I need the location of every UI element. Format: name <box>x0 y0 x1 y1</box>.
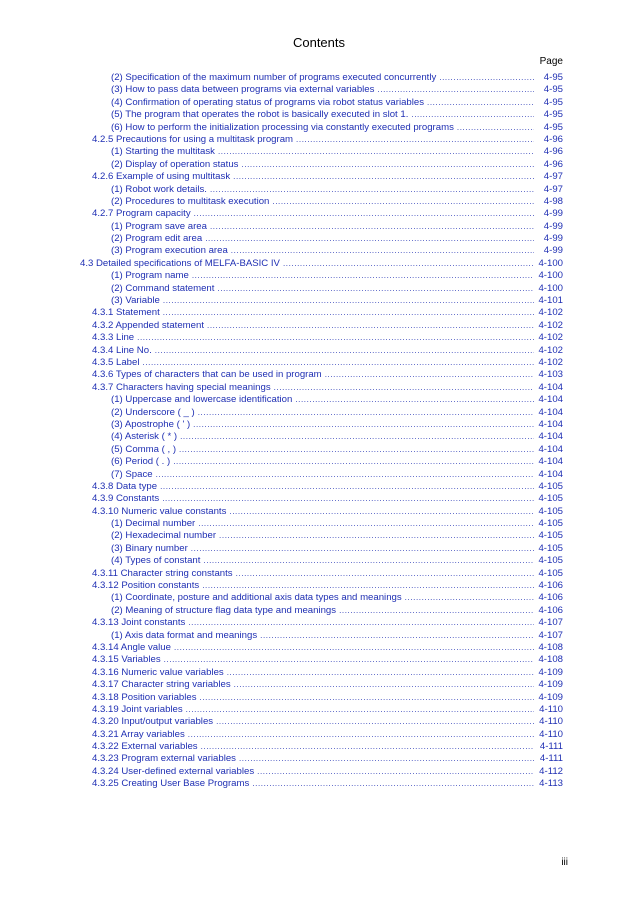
toc-entry[interactable] <box>80 357 563 369</box>
toc-entry[interactable] <box>80 481 563 493</box>
toc-entry-title: (1) Program save area <box>111 220 207 232</box>
toc-entry[interactable] <box>80 778 563 790</box>
toc-entry-page: 4-102 <box>538 319 563 331</box>
page-title: Contents <box>292 35 346 50</box>
toc-entry-title: (2) Display of operation status <box>111 158 239 170</box>
toc-leader-dots <box>405 592 534 604</box>
toc-entry-title: 4.3.9 Constants <box>92 493 160 505</box>
toc-entry-page: 4-106 <box>538 604 563 616</box>
toc-entry-page: 4-99 <box>543 220 563 232</box>
toc-leader-dots <box>231 245 534 257</box>
toc-entry-page: 4-99 <box>543 233 563 245</box>
toc-entry[interactable] <box>80 208 563 220</box>
toc-entry[interactable] <box>80 518 563 530</box>
toc-entry-title: 4.3.18 Position variables <box>92 691 197 703</box>
page-column-label: Page <box>539 56 563 67</box>
toc-entry-title: (1) Program name <box>111 270 189 282</box>
toc-entry-page: 4-95 <box>543 121 563 133</box>
toc-entry-page: 4-105 <box>538 555 563 567</box>
toc-entry[interactable] <box>80 592 563 604</box>
toc-entry-page: 4-112 <box>539 765 563 777</box>
toc-leader-dots <box>174 642 534 654</box>
toc-entry-page: 4-104 <box>538 431 563 443</box>
toc-leader-dots <box>205 233 534 245</box>
toc-leader-dots <box>180 431 534 443</box>
toc-entry-page: 4-103 <box>538 369 563 381</box>
toc-entry-title: 4.3.6 Types of characters that can be used in program <box>92 369 322 381</box>
toc-entry[interactable] <box>80 741 563 753</box>
toc-entry-title: (4) Confirmation of operating status of programs via robot status variables <box>111 96 425 108</box>
toc-leader-dots <box>201 741 534 753</box>
toc-leader-dots <box>163 295 534 307</box>
toc-entry-title: (7) Space <box>111 468 153 480</box>
toc-leader-dots <box>227 667 534 679</box>
toc-leader-dots <box>239 753 534 765</box>
toc-entry[interactable] <box>80 97 563 109</box>
toc-leader-dots <box>272 196 534 208</box>
toc-leader-dots <box>194 208 534 220</box>
toc-entry-title: 4.3.2 Appended statement <box>92 319 205 331</box>
toc-entry-title: 4.3.17 Character string variables <box>92 679 231 691</box>
toc-entry-page: 4-105 <box>538 518 563 530</box>
toc-leader-dots <box>193 419 534 431</box>
toc-entry[interactable] <box>80 543 563 555</box>
toc-entry[interactable] <box>80 258 563 270</box>
toc-entry-page: 4-101 <box>538 295 563 307</box>
toc-entry[interactable] <box>80 382 563 394</box>
toc-entry-title: (1) Axis data format and meanings <box>111 629 258 641</box>
toc-entry-title: 4.3.3 Line <box>92 332 135 344</box>
toc-entry-title: 4.3.16 Numeric value variables <box>92 666 224 678</box>
toc-entry[interactable] <box>80 766 563 778</box>
toc-entry-page: 4-109 <box>538 666 563 678</box>
toc-entry-page: 4-109 <box>538 679 563 691</box>
toc-entry-title: (3) Apostrophe ( ' ) <box>111 418 191 430</box>
toc-leader-dots <box>160 481 534 493</box>
toc-entry-title: (1) Starting the multitask <box>111 146 215 158</box>
toc-entry-title: (1) Decimal number <box>111 518 196 530</box>
toc-entry-title: (6) How to perform the initialization processing via constantly executed programs <box>111 121 454 133</box>
toc-entry-page: 4-99 <box>543 245 563 257</box>
toc-entry-title: (3) Binary number <box>111 542 188 554</box>
toc-entry-page: 4-110 <box>539 703 563 715</box>
toc-leader-dots <box>325 369 534 381</box>
toc-leader-dots <box>210 184 534 196</box>
toc-leader-dots <box>274 382 534 394</box>
toc-entry[interactable] <box>80 692 563 704</box>
toc-entry-title: (5) The program that operates the robot is basically executed in slot 1. <box>111 109 409 121</box>
toc-entry-page: 4-96 <box>543 146 563 158</box>
toc-entry[interactable] <box>80 753 563 765</box>
toc-entry-title: (3) How to pass data between programs via external variables <box>111 84 375 96</box>
toc-entry-title: (4) Asterisk ( * ) <box>111 431 178 443</box>
toc-entry[interactable] <box>80 617 563 629</box>
toc-leader-dots <box>200 692 534 704</box>
toc-leader-dots <box>411 109 534 121</box>
toc-entry-page: 4-104 <box>538 468 563 480</box>
toc-entry[interactable] <box>80 307 563 319</box>
toc-leader-dots <box>283 258 534 270</box>
toc-entry[interactable] <box>80 159 563 171</box>
toc-leader-dots <box>236 568 534 580</box>
toc-entry[interactable] <box>80 469 563 481</box>
toc-leader-dots <box>377 84 534 96</box>
toc-entry-title: (2) Program edit area <box>111 233 203 245</box>
toc-entry-page: 4-106 <box>538 580 563 592</box>
toc-entry[interactable] <box>80 704 563 716</box>
toc-entry-page: 4-96 <box>543 158 563 170</box>
toc-leader-dots <box>198 518 534 530</box>
toc-entry-title: 4.2.5 Precautions for using a multitask program <box>92 133 294 145</box>
toc-entry-title: 4.3 Detailed specifications of MELFA-BASIC IV <box>80 257 280 269</box>
toc-leader-dots <box>219 530 534 542</box>
toc-entry-page: 4-105 <box>538 530 563 542</box>
toc-entry-page: 4-102 <box>538 344 563 356</box>
toc-entry-title: 4.3.20 Input/output variables <box>92 716 214 728</box>
toc-entry[interactable] <box>80 369 563 381</box>
toc-entry-title: (2) Hexadecimal number <box>111 530 217 542</box>
toc-entry[interactable] <box>80 283 563 295</box>
toc-leader-dots <box>164 654 534 666</box>
toc-leader-dots <box>234 679 534 691</box>
toc-leader-dots <box>257 766 534 778</box>
toc-leader-dots <box>210 221 534 233</box>
toc-entry-page: 4-95 <box>543 72 563 83</box>
toc-entry-title: (6) Period ( . ) <box>111 456 171 468</box>
toc-leader-dots <box>427 97 534 109</box>
toc-entry-page: 4-104 <box>538 418 563 430</box>
toc-leader-dots <box>260 630 534 642</box>
toc-entry[interactable] <box>80 295 563 307</box>
toc-entry[interactable] <box>80 171 563 183</box>
toc-leader-dots <box>188 617 534 629</box>
toc-entry-page: 4-104 <box>538 443 563 455</box>
toc-entry-title: (3) Variable <box>111 295 160 307</box>
toc-entry[interactable] <box>80 654 563 666</box>
toc-entry-title: 4.3.10 Numeric value constants <box>92 505 227 517</box>
toc-entry-title: 4.3.12 Position constants <box>92 580 200 592</box>
toc-entry-page: 4-110 <box>539 716 563 728</box>
toc-leader-dots <box>241 159 534 171</box>
toc-entry-title: 4.3.25 Creating User Base Programs <box>92 778 250 790</box>
toc-leader-dots <box>179 444 534 456</box>
toc-entry-title: (3) Program execution area <box>111 245 228 257</box>
toc-entry[interactable] <box>80 233 563 245</box>
toc-entry[interactable] <box>80 667 563 679</box>
toc-entry[interactable] <box>80 221 563 233</box>
toc-entry-page: 4-111 <box>539 753 563 765</box>
toc-leader-dots <box>203 555 534 567</box>
toc-entry-title: 4.3.1 Statement <box>92 307 160 319</box>
toc-entry-title: (5) Comma ( , ) <box>111 443 177 455</box>
toc-entry[interactable] <box>80 134 563 146</box>
toc-entry-title: (2) Procedures to multitask execution <box>111 195 270 207</box>
toc-entry-title: 4.2.6 Example of using multitask <box>92 171 231 183</box>
toc-entry[interactable] <box>80 109 563 121</box>
toc-leader-dots <box>457 122 534 134</box>
toc-entry[interactable] <box>80 630 563 642</box>
toc-entry[interactable] <box>80 444 563 456</box>
toc-leader-dots <box>296 134 534 146</box>
toc-entry-page: 4-106 <box>538 592 563 604</box>
toc-entry-title: (4) Types of constant <box>111 555 201 567</box>
toc-entry[interactable] <box>80 568 563 580</box>
toc-entry-page: 4-104 <box>538 406 563 418</box>
table-of-contents <box>80 72 563 791</box>
toc-entry[interactable] <box>80 332 563 344</box>
toc-entry-title: (2) Underscore ( _ ) <box>111 406 195 418</box>
toc-entry[interactable] <box>80 72 563 84</box>
toc-leader-dots <box>186 704 534 716</box>
toc-entry[interactable] <box>80 605 563 617</box>
toc-entry-title: 4.3.23 Program external variables <box>92 753 236 765</box>
toc-entry-title: 4.3.19 Joint variables <box>92 703 183 715</box>
toc-leader-dots <box>198 407 534 419</box>
toc-entry-title: 4.3.11 Character string constants <box>92 567 233 579</box>
toc-leader-dots <box>339 605 534 617</box>
toc-entry-page: 4-108 <box>538 641 563 653</box>
toc-entry-title: 4.3.4 Line No. <box>92 344 152 356</box>
toc-entry-page: 4-105 <box>538 567 563 579</box>
toc-entry-page: 4-97 <box>543 171 563 183</box>
toc-entry-page: 4-98 <box>543 195 563 207</box>
toc-entry-title: 4.3.15 Variables <box>92 654 161 666</box>
toc-entry[interactable] <box>80 407 563 419</box>
toc-entry-page: 4-102 <box>538 307 563 319</box>
toc-leader-dots <box>295 394 534 406</box>
toc-entry-page: 4-111 <box>539 741 563 753</box>
toc-leader-dots <box>252 778 534 790</box>
toc-entry[interactable] <box>80 555 563 567</box>
toc-leader-dots <box>229 506 534 518</box>
toc-entry-page: 4-102 <box>538 356 563 368</box>
toc-entry-title: 4.3.5 Label <box>92 356 140 368</box>
toc-entry-title: 4.3.8 Data type <box>92 480 158 492</box>
toc-entry-title: 4.3.24 User-defined external variables <box>92 765 255 777</box>
toc-entry[interactable] <box>80 270 563 282</box>
footer-page-number: iii <box>561 857 568 868</box>
toc-leader-dots <box>137 332 534 344</box>
toc-leader-dots <box>163 307 534 319</box>
toc-entry-page: 4-100 <box>538 270 563 282</box>
toc-entry-page: 4-102 <box>538 332 563 344</box>
toc-entry[interactable] <box>80 530 563 542</box>
toc-entry-page: 4-105 <box>538 505 563 517</box>
toc-entry[interactable] <box>80 84 563 96</box>
toc-entry[interactable] <box>80 679 563 691</box>
toc-entry[interactable] <box>80 122 563 134</box>
toc-entry-title: (1) Robot work details. <box>111 183 207 195</box>
toc-entry-title: 4.3.21 Array variables <box>92 728 185 740</box>
toc-entry[interactable] <box>80 345 563 357</box>
toc-entry-title: 4.2.7 Program capacity <box>92 208 191 220</box>
toc-entry[interactable] <box>80 456 563 468</box>
toc-leader-dots <box>191 543 534 555</box>
toc-entry-page: 4-99 <box>543 208 563 220</box>
toc-entry[interactable] <box>80 580 563 592</box>
toc-entry-page: 4-104 <box>538 394 563 406</box>
toc-entry[interactable] <box>80 506 563 518</box>
toc-entry-title: 4.3.13 Joint constants <box>92 617 186 629</box>
toc-entry[interactable] <box>80 419 563 431</box>
toc-entry-title: (1) Uppercase and lowercase identification <box>111 394 293 406</box>
toc-entry-page: 4-96 <box>543 133 563 145</box>
toc-entry-title: (2) Meaning of structure flag data type and meanings <box>111 604 337 616</box>
toc-leader-dots <box>173 456 534 468</box>
toc-entry[interactable] <box>80 729 563 741</box>
toc-leader-dots <box>162 493 534 505</box>
toc-entry-title: 4.3.14 Angle value <box>92 641 171 653</box>
toc-entry-page: 4-95 <box>543 84 563 96</box>
toc-entry-page: 4-100 <box>538 257 563 269</box>
toc-entry[interactable] <box>80 394 563 406</box>
toc-leader-dots <box>142 357 534 369</box>
toc-entry-page: 4-113 <box>539 778 563 790</box>
toc-entry-title: 4.3.22 External variables <box>92 741 198 753</box>
toc-entry[interactable] <box>80 716 563 728</box>
toc-entry[interactable] <box>80 431 563 443</box>
toc-entry-page: 4-105 <box>538 480 563 492</box>
toc-entry[interactable] <box>80 320 563 332</box>
toc-entry-page: 4-105 <box>538 493 563 505</box>
toc-entry[interactable] <box>80 245 563 257</box>
toc-leader-dots <box>216 716 534 728</box>
toc-leader-dots <box>192 270 534 282</box>
toc-entry-title: (1) Coordinate, posture and additional axis data types and meanings <box>111 592 402 604</box>
toc-entry[interactable] <box>80 196 563 208</box>
toc-entry-page: 4-107 <box>538 629 563 641</box>
toc-leader-dots <box>156 469 534 481</box>
toc-leader-dots <box>188 729 534 741</box>
toc-entry-page: 4-95 <box>543 109 563 121</box>
toc-entry[interactable] <box>80 184 563 196</box>
toc-entry-page: 4-105 <box>538 542 563 554</box>
toc-entry-page: 4-97 <box>543 183 563 195</box>
toc-entry-page: 4-109 <box>538 691 563 703</box>
toc-entry-page: 4-100 <box>538 282 563 294</box>
toc-leader-dots <box>233 171 534 183</box>
toc-entry-page: 4-110 <box>539 728 563 740</box>
toc-leader-dots <box>155 345 534 357</box>
toc-leader-dots <box>207 320 534 332</box>
toc-entry-page: 4-107 <box>538 617 563 629</box>
toc-entry[interactable] <box>80 493 563 505</box>
toc-entry-page: 4-108 <box>538 654 563 666</box>
toc-leader-dots <box>202 580 534 592</box>
toc-entry-title: 4.3.7 Characters having special meanings <box>92 381 271 393</box>
toc-leader-dots <box>217 283 534 295</box>
toc-entry-title: (2) Specification of the maximum number of programs executed concurrently <box>111 72 437 83</box>
toc-entry-title: (2) Command statement <box>111 282 215 294</box>
toc-entry-page: 4-95 <box>543 96 563 108</box>
toc-entry[interactable] <box>80 642 563 654</box>
toc-leader-dots <box>439 72 534 84</box>
toc-entry-page: 4-104 <box>538 456 563 468</box>
toc-entry-page: 4-104 <box>538 381 563 393</box>
toc-leader-dots <box>218 146 534 158</box>
toc-entry[interactable] <box>80 146 563 158</box>
